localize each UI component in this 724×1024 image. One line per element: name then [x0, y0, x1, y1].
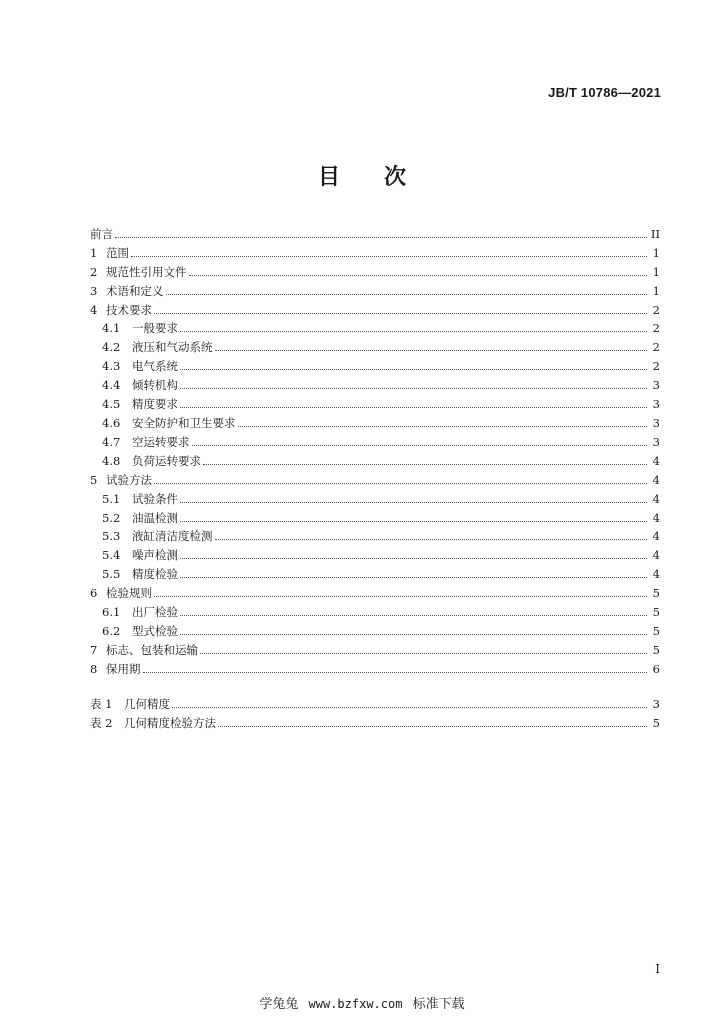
dot-leader [180, 330, 647, 332]
toc-entry-number: 5.1 [102, 491, 121, 506]
toc-entry-number: 6 [90, 586, 98, 601]
toc-entry-page: 4 [652, 491, 660, 506]
dot-leader [180, 614, 647, 616]
toc-entry-label: 一般要求 [132, 321, 178, 336]
toc-entry[interactable] [90, 279, 660, 298]
toc-entry-page: 2 [652, 302, 660, 317]
toc-entry-page: 3 [652, 378, 660, 393]
toc-entry-number: 1 [90, 245, 98, 260]
dot-leader [180, 520, 647, 522]
toc-entry[interactable] [90, 430, 660, 449]
dot-leader [154, 312, 647, 314]
standard-number: JB/T 10786—2021 [548, 85, 661, 100]
toc-entry-label: 安全防护和卫生要求 [132, 415, 236, 430]
dot-leader [180, 633, 647, 635]
toc-entry[interactable] [90, 335, 660, 354]
toc-entry[interactable] [90, 373, 660, 392]
dot-leader [192, 444, 648, 446]
toc-entry-label: 范围 [106, 245, 129, 260]
dot-leader [131, 255, 647, 257]
dot-leader [143, 671, 648, 673]
toc-entry-label: 负荷运转要求 [132, 453, 201, 468]
footer-watermark [0, 993, 724, 1012]
toc-entry-page: 3 [652, 397, 660, 412]
toc-entry-number: 5.5 [102, 567, 121, 582]
toc-entry-number: 4.3 [102, 359, 121, 374]
toc-entry-page: 5 [652, 715, 660, 730]
toc-entry-number: 4.8 [102, 453, 121, 468]
dot-leader [154, 482, 647, 484]
toc-entry-page: 4 [652, 472, 660, 487]
toc-entry-label: 电气系统 [132, 359, 178, 374]
dot-leader [166, 293, 648, 295]
toc-entry[interactable] [90, 317, 660, 336]
title-char-1: 目 [317, 164, 340, 190]
dot-leader [180, 557, 647, 559]
toc-entry-page: 2 [652, 321, 660, 336]
toc-entry-label: 标志、包装和运输 [106, 642, 198, 657]
toc-entry-number: 4.2 [102, 340, 121, 355]
toc-entry-number: 8 [90, 661, 98, 676]
toc-entry-label: 几何精度 [124, 696, 170, 711]
toc-entry-number: 5.2 [102, 510, 121, 525]
toc-entry-number: 2 [90, 264, 98, 279]
toc-entry[interactable] [90, 449, 660, 468]
dot-leader [180, 387, 647, 389]
footer-left-text: 学兔兔 [259, 997, 299, 1012]
dot-leader [172, 706, 647, 708]
toc-entry-label: 试验条件 [132, 491, 178, 506]
toc-entry[interactable] [90, 562, 660, 581]
toc-entry-number: 4.4 [102, 378, 121, 393]
dot-leader [180, 368, 647, 370]
toc-entry-number: 6.2 [102, 623, 121, 638]
toc-entry[interactable] [90, 468, 660, 487]
toc-entry-number: 5.4 [102, 548, 121, 563]
footer-right-text: 标准下载 [412, 997, 465, 1012]
toc-entry-label: 精度要求 [132, 397, 178, 412]
dot-leader [115, 236, 647, 238]
toc-entry-label: 试验方法 [106, 472, 152, 487]
toc-entry-page: 5 [652, 586, 660, 601]
toc-entry-page: 3 [652, 415, 660, 430]
toc-entry-page: II [650, 226, 660, 241]
toc-entry-page: 5 [652, 605, 660, 620]
toc-entry-number: 4.6 [102, 415, 121, 430]
dot-leader [180, 501, 647, 503]
toc-entry-number: 4.7 [102, 434, 121, 449]
toc-entry[interactable] [90, 260, 660, 279]
toc-entry-label: 几何精度检验方法 [124, 715, 216, 730]
toc-entry-label: 型式检验 [132, 623, 178, 638]
toc-entry-page: 1 [652, 245, 660, 260]
dot-leader [215, 538, 648, 540]
toc-entry-label: 技术要求 [106, 302, 152, 317]
toc-entry-number: 7 [90, 642, 98, 657]
toc-entry-label: 油温检测 [132, 510, 178, 525]
toc-entry[interactable] [90, 241, 660, 260]
toc-entry[interactable] [90, 222, 660, 241]
dot-leader [215, 349, 648, 351]
toc-entry-page: 1 [652, 283, 660, 298]
toc-entry[interactable] [90, 411, 660, 430]
toc-entry-page: 3 [652, 434, 660, 449]
toc-entry-number: 4 [90, 302, 98, 317]
toc-entry-label: 保用期 [106, 661, 141, 676]
toc-entry-number: 表 2 [90, 715, 113, 730]
toc-entry[interactable] [90, 619, 660, 638]
toc-entry-page: 4 [652, 567, 660, 582]
toc-entry-page: 4 [652, 453, 660, 468]
toc-table-entry[interactable] [90, 692, 660, 711]
toc-entry-page: 4 [652, 529, 660, 544]
toc-entry[interactable] [90, 354, 660, 373]
toc-entry-number: 6.1 [102, 605, 121, 620]
toc-entry[interactable] [90, 298, 660, 317]
toc-entry-number: 表 1 [90, 696, 113, 711]
toc-entry-page: 1 [652, 264, 660, 279]
toc-entry-label: 空运转要求 [132, 434, 190, 449]
toc-entry-label: 液压和气动系统 [132, 340, 213, 355]
toc-entry-page: 5 [652, 623, 660, 638]
toc-entry-page: 2 [652, 359, 660, 374]
toc-entry-page: 4 [652, 548, 660, 563]
toc-entry-page: 3 [652, 696, 660, 711]
toc-entry[interactable] [90, 525, 660, 544]
footer-site-link[interactable]: www.bzfxw.com [308, 997, 403, 1011]
dot-leader [203, 463, 647, 465]
toc-entry-label: 规范性引用文件 [106, 264, 187, 279]
toc-entry-label: 出厂检验 [132, 605, 178, 620]
page-number: I [655, 962, 660, 976]
toc-entry-page: 4 [652, 510, 660, 525]
toc-table-entry[interactable] [90, 711, 660, 730]
dot-leader [218, 725, 647, 727]
dot-leader [200, 652, 647, 654]
toc-entry[interactable] [90, 506, 660, 525]
dot-leader [189, 274, 648, 276]
toc-entry-page: 6 [652, 661, 660, 676]
toc-entry-number: 5 [90, 472, 98, 487]
page-title [0, 160, 724, 191]
toc-entry-label: 检验规则 [106, 586, 152, 601]
toc-entry-label: 倾转机构 [132, 378, 178, 393]
toc-entry[interactable] [90, 392, 660, 411]
dot-leader [180, 406, 647, 408]
toc-spacer [90, 676, 660, 692]
toc-entry[interactable] [90, 657, 660, 676]
title-char-2: 次 [384, 164, 407, 190]
toc-entry-number: 5.3 [102, 529, 121, 544]
dot-leader [154, 595, 647, 597]
toc-entry-label: 噪声检测 [132, 548, 178, 563]
toc-entry-number: 4.5 [102, 397, 121, 412]
toc-entry[interactable] [90, 581, 660, 600]
dot-leader [180, 576, 647, 578]
toc-entry-page: 2 [652, 340, 660, 355]
toc-entry-number: 3 [90, 283, 98, 298]
toc-entry[interactable] [90, 543, 660, 562]
toc-entry-label: 液缸清洁度检测 [132, 529, 213, 544]
toc-entry-number: 4.1 [102, 321, 121, 336]
toc-entry-label: 术语和定义 [106, 283, 164, 298]
toc-entry-label: 精度检验 [132, 567, 178, 582]
toc-entry-label: 前言 [90, 226, 113, 241]
toc-entry[interactable] [90, 638, 660, 657]
toc-entry-page: 5 [652, 642, 660, 657]
toc-entry[interactable] [90, 600, 660, 619]
toc-entry[interactable] [90, 487, 660, 506]
dot-leader [238, 425, 648, 427]
table-of-contents [90, 222, 660, 730]
